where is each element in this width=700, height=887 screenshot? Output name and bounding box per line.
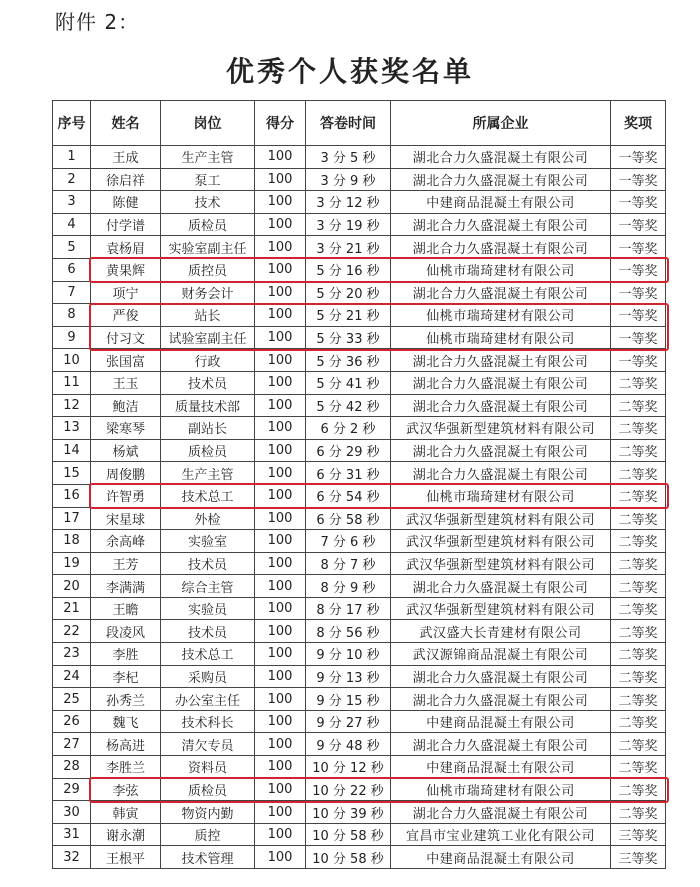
col-header-score: 得分 [255, 101, 306, 146]
table-row [53, 191, 666, 214]
table-row [53, 146, 666, 169]
table-row [53, 349, 666, 372]
table-row [53, 371, 666, 394]
cell-company: 武汉华强新型建筑材料有限公司 [391, 597, 611, 620]
cell-job-post: 清欠专员 [161, 733, 255, 756]
cell-award: 一等奖 [611, 191, 666, 214]
table-row [53, 575, 666, 598]
cell-company: 湖北合力久盛混凝土有限公司 [391, 801, 611, 824]
cell-row-number: 31 [53, 823, 91, 846]
cell-award: 一等奖 [611, 236, 666, 259]
cell-person-name: 付学谱 [91, 213, 161, 236]
cell-award: 二等奖 [611, 643, 666, 666]
col-header-name: 姓名 [91, 101, 161, 146]
cell-job-post: 行政 [161, 349, 255, 372]
cell-person-name: 孙秀兰 [91, 688, 161, 711]
cell-row-number: 4 [53, 213, 91, 236]
cell-row-number: 3 [53, 191, 91, 214]
cell-score: 100 [255, 846, 306, 869]
cell-score: 100 [255, 281, 306, 304]
cell-row-number: 5 [53, 236, 91, 259]
table-row [53, 439, 666, 462]
cell-award: 一等奖 [611, 168, 666, 191]
cell-company: 湖北合力久盛混凝土有限公司 [391, 146, 611, 169]
cell-person-name: 许智勇 [91, 484, 161, 507]
cell-award: 二等奖 [611, 597, 666, 620]
cell-row-number: 9 [53, 326, 91, 349]
cell-person-name: 李胜 [91, 643, 161, 666]
table-row [53, 236, 666, 259]
award-table [52, 100, 666, 869]
cell-company: 湖北合力久盛混凝土有限公司 [391, 665, 611, 688]
cell-score: 100 [255, 258, 306, 281]
cell-company: 仙桃市瑞琦建材有限公司 [391, 778, 611, 801]
cell-person-name: 付习文 [91, 326, 161, 349]
cell-answer-time: 5 分 20 秒 [306, 281, 391, 304]
cell-person-name: 谢永潮 [91, 823, 161, 846]
cell-score: 100 [255, 191, 306, 214]
cell-answer-time: 7 分 6 秒 [306, 530, 391, 553]
cell-person-name: 王玉 [91, 371, 161, 394]
cell-award: 一等奖 [611, 213, 666, 236]
table-row [53, 552, 666, 575]
cell-company: 湖北合力久盛混凝土有限公司 [391, 236, 611, 259]
table-row [53, 530, 666, 553]
table-row [53, 801, 666, 824]
col-header-company: 所属企业 [391, 101, 611, 146]
cell-person-name: 鲍洁 [91, 394, 161, 417]
cell-award: 二等奖 [611, 530, 666, 553]
cell-company: 宜昌市宝业建筑工业化有限公司 [391, 823, 611, 846]
cell-row-number: 1 [53, 146, 91, 169]
table-row [53, 778, 666, 801]
cell-person-name: 王根平 [91, 846, 161, 869]
cell-row-number: 2 [53, 168, 91, 191]
cell-job-post: 生产主管 [161, 462, 255, 485]
cell-row-number: 32 [53, 846, 91, 869]
cell-company: 湖北合力久盛混凝土有限公司 [391, 349, 611, 372]
cell-answer-time: 8 分 9 秒 [306, 575, 391, 598]
cell-answer-time: 3 分 12 秒 [306, 191, 391, 214]
cell-award: 二等奖 [611, 665, 666, 688]
cell-answer-time: 9 分 15 秒 [306, 688, 391, 711]
cell-company: 湖北合力久盛混凝土有限公司 [391, 168, 611, 191]
cell-award: 二等奖 [611, 439, 666, 462]
cell-score: 100 [255, 778, 306, 801]
table-row [53, 326, 666, 349]
cell-row-number: 22 [53, 620, 91, 643]
cell-score: 100 [255, 688, 306, 711]
cell-row-number: 23 [53, 643, 91, 666]
cell-answer-time: 8 分 56 秒 [306, 620, 391, 643]
cell-answer-time: 10 分 12 秒 [306, 756, 391, 779]
col-header-post: 岗位 [161, 101, 255, 146]
cell-award: 二等奖 [611, 507, 666, 530]
cell-person-name: 王成 [91, 146, 161, 169]
cell-job-post: 质量技术部 [161, 394, 255, 417]
cell-row-number: 27 [53, 733, 91, 756]
cell-score: 100 [255, 665, 306, 688]
cell-person-name: 王瞻 [91, 597, 161, 620]
table-row [53, 733, 666, 756]
table-row [53, 213, 666, 236]
cell-person-name: 韩寅 [91, 801, 161, 824]
cell-answer-time: 3 分 5 秒 [306, 146, 391, 169]
cell-answer-time: 5 分 36 秒 [306, 349, 391, 372]
cell-answer-time: 5 分 21 秒 [306, 304, 391, 327]
cell-company: 武汉华强新型建筑材料有限公司 [391, 507, 611, 530]
cell-company: 武汉源锦商品混凝土有限公司 [391, 643, 611, 666]
cell-row-number: 20 [53, 575, 91, 598]
cell-row-number: 19 [53, 552, 91, 575]
cell-score: 100 [255, 168, 306, 191]
cell-score: 100 [255, 349, 306, 372]
cell-answer-time: 9 分 27 秒 [306, 710, 391, 733]
cell-company: 湖北合力久盛混凝土有限公司 [391, 213, 611, 236]
cell-award: 一等奖 [611, 304, 666, 327]
cell-score: 100 [255, 710, 306, 733]
cell-job-post: 资料员 [161, 756, 255, 779]
cell-answer-time: 3 分 19 秒 [306, 213, 391, 236]
cell-job-post: 技术 [161, 191, 255, 214]
cell-award: 二等奖 [611, 778, 666, 801]
table-row [53, 304, 666, 327]
cell-score: 100 [255, 417, 306, 440]
cell-job-post: 实验员 [161, 597, 255, 620]
cell-row-number: 10 [53, 349, 91, 372]
cell-person-name: 李满满 [91, 575, 161, 598]
cell-score: 100 [255, 530, 306, 553]
cell-job-post: 技术员 [161, 552, 255, 575]
cell-company: 仙桃市瑞琦建材有限公司 [391, 304, 611, 327]
cell-award: 二等奖 [611, 733, 666, 756]
table-row [53, 462, 666, 485]
attachment-label: 附件 2： [55, 10, 140, 34]
cell-job-post: 实验室 [161, 530, 255, 553]
cell-answer-time: 3 分 21 秒 [306, 236, 391, 259]
cell-company: 湖北合力久盛混凝土有限公司 [391, 575, 611, 598]
cell-row-number: 13 [53, 417, 91, 440]
cell-row-number: 28 [53, 756, 91, 779]
cell-company: 武汉华强新型建筑材料有限公司 [391, 530, 611, 553]
cell-job-post: 副站长 [161, 417, 255, 440]
cell-company: 中建商品混凝土有限公司 [391, 191, 611, 214]
cell-row-number: 16 [53, 484, 91, 507]
cell-row-number: 29 [53, 778, 91, 801]
cell-person-name: 张国富 [91, 349, 161, 372]
table-row [53, 417, 666, 440]
cell-company: 湖北合力久盛混凝土有限公司 [391, 688, 611, 711]
cell-job-post: 质检员 [161, 778, 255, 801]
cell-person-name: 魏飞 [91, 710, 161, 733]
cell-row-number: 18 [53, 530, 91, 553]
cell-company: 中建商品混凝土有限公司 [391, 710, 611, 733]
cell-row-number: 12 [53, 394, 91, 417]
cell-job-post: 质检员 [161, 213, 255, 236]
cell-job-post: 物资内勤 [161, 801, 255, 824]
cell-answer-time: 5 分 41 秒 [306, 371, 391, 394]
cell-award: 二等奖 [611, 575, 666, 598]
table-row [53, 507, 666, 530]
cell-job-post: 采购员 [161, 665, 255, 688]
cell-job-post: 技术总工 [161, 643, 255, 666]
cell-award: 二等奖 [611, 484, 666, 507]
cell-score: 100 [255, 236, 306, 259]
cell-person-name: 黄果辉 [91, 258, 161, 281]
table-row [53, 597, 666, 620]
table-row [53, 823, 666, 846]
table-row [53, 484, 666, 507]
cell-person-name: 项宁 [91, 281, 161, 304]
cell-person-name: 周俊鹏 [91, 462, 161, 485]
cell-job-post: 试验室副主任 [161, 326, 255, 349]
cell-award: 二等奖 [611, 620, 666, 643]
cell-company: 中建商品混凝土有限公司 [391, 756, 611, 779]
cell-answer-time: 9 分 13 秒 [306, 665, 391, 688]
cell-person-name: 杨高进 [91, 733, 161, 756]
cell-company: 湖北合力久盛混凝土有限公司 [391, 281, 611, 304]
cell-company: 仙桃市瑞琦建材有限公司 [391, 258, 611, 281]
cell-score: 100 [255, 552, 306, 575]
cell-person-name: 宋星球 [91, 507, 161, 530]
cell-company: 武汉华强新型建筑材料有限公司 [391, 552, 611, 575]
cell-job-post: 外检 [161, 507, 255, 530]
cell-job-post: 质控 [161, 823, 255, 846]
cell-person-name: 徐启祥 [91, 168, 161, 191]
table-row [53, 168, 666, 191]
cell-score: 100 [255, 575, 306, 598]
table-row [53, 620, 666, 643]
cell-answer-time: 6 分 29 秒 [306, 439, 391, 462]
cell-row-number: 8 [53, 304, 91, 327]
cell-score: 100 [255, 823, 306, 846]
cell-answer-time: 8 分 17 秒 [306, 597, 391, 620]
cell-row-number: 25 [53, 688, 91, 711]
cell-person-name: 袁杨眉 [91, 236, 161, 259]
table-row [53, 394, 666, 417]
cell-answer-time: 9 分 48 秒 [306, 733, 391, 756]
cell-row-number: 11 [53, 371, 91, 394]
col-header-time: 答卷时间 [306, 101, 391, 146]
cell-job-post: 财务会计 [161, 281, 255, 304]
cell-company: 中建商品混凝土有限公司 [391, 846, 611, 869]
cell-answer-time: 8 分 7 秒 [306, 552, 391, 575]
table-header-row [53, 101, 666, 146]
cell-company: 仙桃市瑞琦建材有限公司 [391, 484, 611, 507]
cell-score: 100 [255, 597, 306, 620]
cell-award: 一等奖 [611, 326, 666, 349]
cell-answer-time: 6 分 2 秒 [306, 417, 391, 440]
cell-job-post: 办公室主任 [161, 688, 255, 711]
cell-award: 二等奖 [611, 552, 666, 575]
cell-row-number: 17 [53, 507, 91, 530]
cell-award: 二等奖 [611, 394, 666, 417]
cell-answer-time: 5 分 16 秒 [306, 258, 391, 281]
cell-job-post: 综合主管 [161, 575, 255, 598]
table-row [53, 258, 666, 281]
cell-award: 二等奖 [611, 371, 666, 394]
cell-row-number: 26 [53, 710, 91, 733]
cell-score: 100 [255, 326, 306, 349]
cell-row-number: 24 [53, 665, 91, 688]
cell-person-name: 余高峰 [91, 530, 161, 553]
cell-award: 二等奖 [611, 710, 666, 733]
cell-award: 一等奖 [611, 258, 666, 281]
cell-person-name: 段凌风 [91, 620, 161, 643]
cell-score: 100 [255, 371, 306, 394]
cell-person-name: 陈健 [91, 191, 161, 214]
cell-person-name: 梁寒琴 [91, 417, 161, 440]
cell-answer-time: 5 分 33 秒 [306, 326, 391, 349]
table-row [53, 710, 666, 733]
cell-job-post: 泵工 [161, 168, 255, 191]
cell-job-post: 质检员 [161, 439, 255, 462]
cell-job-post: 技术总工 [161, 484, 255, 507]
cell-answer-time: 10 分 22 秒 [306, 778, 391, 801]
cell-score: 100 [255, 394, 306, 417]
table-row [53, 846, 666, 869]
cell-person-name: 李杞 [91, 665, 161, 688]
cell-person-name: 李胜兰 [91, 756, 161, 779]
cell-award: 二等奖 [611, 801, 666, 824]
cell-answer-time: 5 分 42 秒 [306, 394, 391, 417]
cell-answer-time: 9 分 10 秒 [306, 643, 391, 666]
cell-answer-time: 3 分 9 秒 [306, 168, 391, 191]
cell-row-number: 21 [53, 597, 91, 620]
cell-award: 一等奖 [611, 349, 666, 372]
cell-company: 武汉华强新型建筑材料有限公司 [391, 417, 611, 440]
cell-score: 100 [255, 733, 306, 756]
cell-person-name: 杨斌 [91, 439, 161, 462]
cell-company: 湖北合力久盛混凝土有限公司 [391, 439, 611, 462]
table-row [53, 756, 666, 779]
cell-company: 湖北合力久盛混凝土有限公司 [391, 733, 611, 756]
cell-company: 湖北合力久盛混凝土有限公司 [391, 462, 611, 485]
cell-score: 100 [255, 507, 306, 530]
cell-score: 100 [255, 213, 306, 236]
cell-award: 二等奖 [611, 462, 666, 485]
cell-score: 100 [255, 146, 306, 169]
cell-score: 100 [255, 304, 306, 327]
cell-job-post: 技术管理 [161, 846, 255, 869]
table-row [53, 643, 666, 666]
cell-row-number: 7 [53, 281, 91, 304]
cell-answer-time: 6 分 31 秒 [306, 462, 391, 485]
cell-job-post: 站长 [161, 304, 255, 327]
cell-award: 一等奖 [611, 146, 666, 169]
cell-award: 三等奖 [611, 823, 666, 846]
cell-award: 一等奖 [611, 281, 666, 304]
col-header-award: 奖项 [611, 101, 666, 146]
cell-row-number: 30 [53, 801, 91, 824]
cell-job-post: 技术科长 [161, 710, 255, 733]
cell-job-post: 生产主管 [161, 146, 255, 169]
cell-award: 二等奖 [611, 688, 666, 711]
cell-answer-time: 6 分 54 秒 [306, 484, 391, 507]
cell-row-number: 6 [53, 258, 91, 281]
cell-score: 100 [255, 462, 306, 485]
col-header-no: 序号 [53, 101, 91, 146]
cell-score: 100 [255, 620, 306, 643]
cell-row-number: 15 [53, 462, 91, 485]
cell-company: 仙桃市瑞琦建材有限公司 [391, 326, 611, 349]
cell-person-name: 王芳 [91, 552, 161, 575]
cell-job-post: 质控员 [161, 258, 255, 281]
cell-award: 二等奖 [611, 417, 666, 440]
cell-row-number: 14 [53, 439, 91, 462]
cell-answer-time: 10 分 58 秒 [306, 823, 391, 846]
cell-score: 100 [255, 756, 306, 779]
cell-person-name: 严俊 [91, 304, 161, 327]
table-row [53, 665, 666, 688]
cell-score: 100 [255, 439, 306, 462]
cell-score: 100 [255, 643, 306, 666]
cell-answer-time: 10 分 39 秒 [306, 801, 391, 824]
cell-answer-time: 10 分 58 秒 [306, 846, 391, 869]
cell-award: 三等奖 [611, 846, 666, 869]
cell-company: 湖北合力久盛混凝土有限公司 [391, 394, 611, 417]
table-row [53, 281, 666, 304]
cell-answer-time: 6 分 58 秒 [306, 507, 391, 530]
cell-job-post: 实验室副主任 [161, 236, 255, 259]
cell-score: 100 [255, 801, 306, 824]
table-row [53, 688, 666, 711]
cell-job-post: 技术员 [161, 371, 255, 394]
cell-job-post: 技术员 [161, 620, 255, 643]
cell-company: 武汉盛大长青建材有限公司 [391, 620, 611, 643]
cell-company: 湖北合力久盛混凝土有限公司 [391, 371, 611, 394]
cell-person-name: 李弦 [91, 778, 161, 801]
cell-award: 二等奖 [611, 756, 666, 779]
cell-score: 100 [255, 484, 306, 507]
page-title: 优秀个人获奖名单 [225, 55, 474, 88]
